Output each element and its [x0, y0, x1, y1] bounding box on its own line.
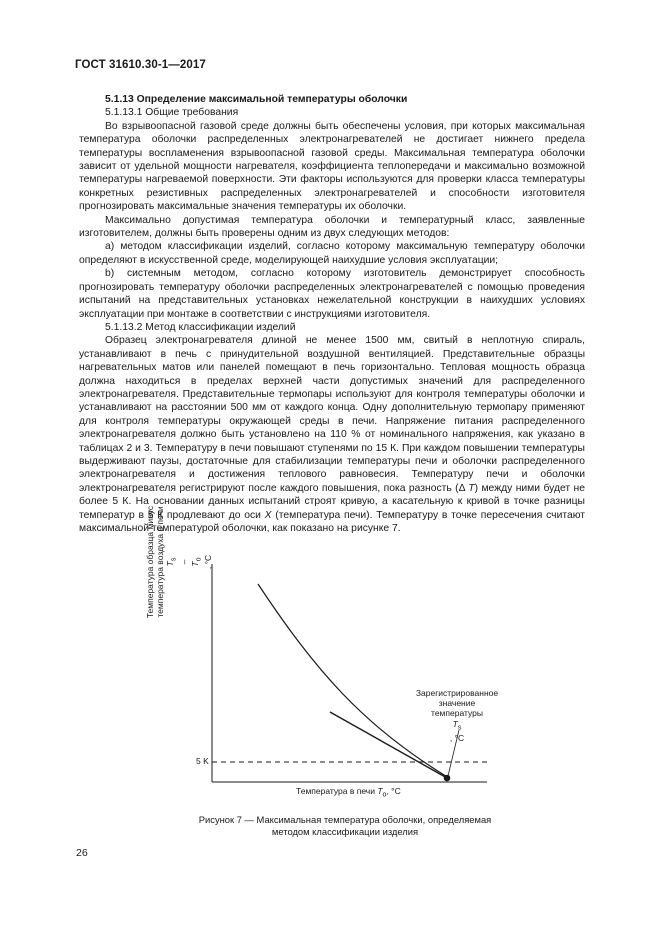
intersection-point [444, 775, 451, 782]
caption-line2: методом классификации изделия [271, 825, 419, 837]
y-label-t: T [165, 561, 176, 567]
procedure-text-middle: ) между ними будет не более 5 К. На основании данных испытаний строят кривую, а касательную к кривой в точке разницы температур в 5 К продлевают до оси [79, 482, 585, 521]
x-label-t: T [377, 786, 383, 796]
x-label-sub-o: o [382, 790, 387, 799]
y-label-unit: , °С [203, 554, 214, 570]
symbol-x-italic: X [264, 509, 272, 521]
section-heading: 5.1.13 Определение максимальной температуры оболочки [105, 94, 408, 105]
document-code: ГОСТ 31610.30-1—2017 [75, 59, 206, 71]
figure-caption [180, 814, 510, 838]
paragraph-general-conditions: Во взрывоопасной газовой среде должны быть обеспечены условия, при которых максимальная температура оболочки распределенных электронагревателей не достигает нижнего предела температуры воспламенения взрывоопасной газовой среды. Максимальная температура оболочки зависит от удельной мощности нагревателя, коэффициента теплопередачи и максимально возможной температуры нагреваемой поверхности. Эти факторы используются для проверки класса температуры конкретных резистивных распределенных электронагревателей и способности изготовителя прогнозировать максимальные значения температуры их оболочки. [79, 120, 585, 213]
figure-plot [175, 560, 520, 800]
symbol-t-italic: T [468, 482, 475, 494]
list-item-a: а) методом классификации изделий, согласно которому максимальную температуру оболочки определяют в искусственной среде, моделирующей наихудшие условия эксплуатации; [79, 241, 585, 266]
tick-label-5k: 5 K [196, 756, 209, 766]
y-axis-label-line2 [155, 482, 213, 642]
page-number: 26 [76, 847, 88, 859]
subsection-title-general: 5.1.13.1 Общие требования [105, 107, 239, 119]
section-text [79, 93, 585, 535]
y-label-sub-o: o [194, 557, 203, 562]
x-label-text: Температура в печи [296, 786, 378, 796]
annotation-unit: , °С [449, 732, 465, 743]
procedure-text-start: Образец электронагревателя длиной не менее 1500 мм, свитый в неплотную спираль, устанавливают в печь с принудительной воздушной вентиляцией. Представительные образцы нагревательных матов или панелей помещают в печь горизонтально. Тепловая мощность образца должна находиться в пределах верхней части допустимых значений для распределенного электронагревателя. Представительные термопары используют для контроля температуры оболочки и устанавливают на расстоянии 500 мм от каждого конца. Одну дополнительную термопару применяют для контроля температуры окружающей среды в печи. Напряжение питания распределенного электронагревателя должно быть установлено на 110 % от номинального напряжения, как указано в таблицах 2 и 3. Температуру в печи повышают ступенями по 15 К. При каждом повышении температуры выдерживают паузы, достаточные для стабилизации температуры печи и оболочки распределенного электронагревателя и достижения теплового равновесия. Температуру печи и оболочки электронагревателя регистрируют после каждого повышения, пока разность ( [79, 335, 585, 494]
annotation-text: температуры [431, 708, 483, 719]
y-label-minus: – [179, 559, 190, 565]
y-label-sub-s: s [170, 557, 179, 562]
x-label-unit: , °С [386, 786, 401, 796]
subsection-title-classification: 5.1.13.2 Метод классификации изделий [105, 321, 296, 333]
annotation-line1: Зарегистрированное [415, 688, 499, 698]
caption-line1: Рисунок 7 — Максимальная температура оболочки, определяемая [198, 814, 492, 825]
annotation-line3 [399, 708, 515, 742]
paragraph-methods-intro: Максимально допустимая температура оболочки и температурный класс, заявленные изготовителем, должны быть проверены одним из двух следующих методов: [79, 214, 585, 240]
delta-symbol: Δ [458, 482, 465, 494]
annotation-line2: значение [438, 698, 476, 709]
y-label-text: температура воздуха в печи [155, 506, 166, 618]
y-label-t2: T [189, 561, 200, 567]
annotation-t: T [452, 718, 458, 729]
y-axis-label [145, 482, 214, 642]
annotation-label [399, 688, 515, 743]
procedure-text-end: (температура печи). Температуру в точке пересечения считают максимальной температурой оболочки, как показано на рисунке 7. [79, 509, 585, 534]
x-axis-label [296, 786, 401, 800]
list-item-b: b) системным методом, согласно которому изготовитель демонстрирует способность прогнозировать температуру оболочки распределенных электронагревателей с помощью проведения испытаний на представительных установках нежелательной конструкции в наихудших условиях эксплуатации при монтаже в соответствии с инструкциями изготовителя. [79, 268, 585, 320]
temperature-curve [258, 584, 449, 778]
y-axis-label-line1: Температура образца минус [145, 505, 155, 619]
annotation-sub-s: s [457, 723, 462, 732]
